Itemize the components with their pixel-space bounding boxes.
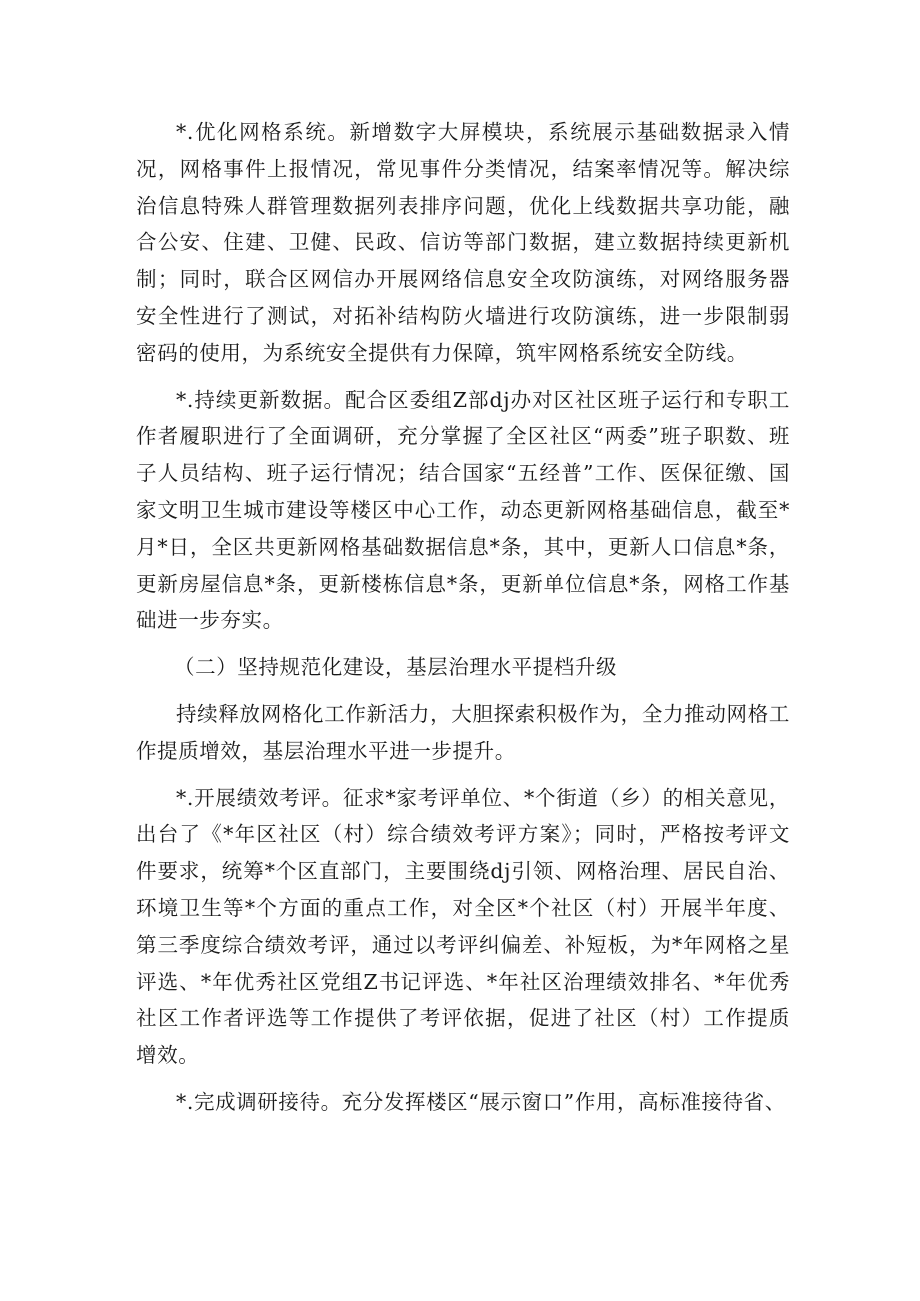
paragraph-research-reception: *.完成调研接待。充分发挥楼区“展示窗口”作用，高标准接待省、 [176, 1089, 786, 1114]
section-heading: （二）坚持规范化建设，基层治理水平提档升级 [174, 655, 618, 680]
paragraph-optimize-grid-system: *.优化网格系统。新增数字大屏模块，系统展示基础数据录入情况，网格事件上报情况，常见事件分类情况，结案率情况等。解决综治信息特殊人群管理数据列表排序问题，优化上线数据共享功能，融合公安、住建、卫健、民政、信访等部门数据，建立数据持续更新机制；同时，联合区网信办开展网络信息安全攻防演练，对网络服务器安全性进行了测试，对拓补结构防火墙进行攻防演练，进一步限制弱密码的使用，为系统安全提供有力保障，筑牢网格系统安全防线。 [136, 120, 790, 365]
paragraph-update-data: *.持续更新数据。配合区委组Z部dj办对区社区班子运行和专职工作者履职进行了全面调研，充分掌握了全区社区“两委”班子职数、班子人员结构、班子运行情况；结合国家“五经普”工作、医保征缴、国家文明卫生城市建设等楼区中心工作，动态更新网格基础信息，截至*月*日，全区共更新网格基础数据信息*条，其中，更新人口信息*条，更新房屋信息*条，更新楼栋信息*条，更新单位信息*条，网格工作基础进一步夯实。 [136, 387, 790, 633]
document-body [136, 114, 790, 1131]
paragraph-intro: 持续释放网格化工作新活力，大胆探索积极作为，全力推动网格工作提质增效，基层治理水平进一步提升。 [136, 701, 790, 763]
paragraph-performance-evaluation: *.开展绩效考评。征求*家考评单位、*个街道（乡）的相关意见，出台了《*年区社区（村）综合绩效考评方案》；同时，严格按考评文件要求，统筹*个区直部门，主要围绕dj引领、网格治理、居民自治、环境卫生等*个方面的重点工作，对全区*个社区（村）开展半年度、第三季度综合绩效考评，通过以考评纠偏差、补短板，为*年网格之星评选、*年优秀社区党组Z书记评选、*年社区治理绩效排名、*年优秀社区工作者评选等工作提供了考评依据，促进了社区（村）工作提质增效。 [136, 785, 790, 1068]
